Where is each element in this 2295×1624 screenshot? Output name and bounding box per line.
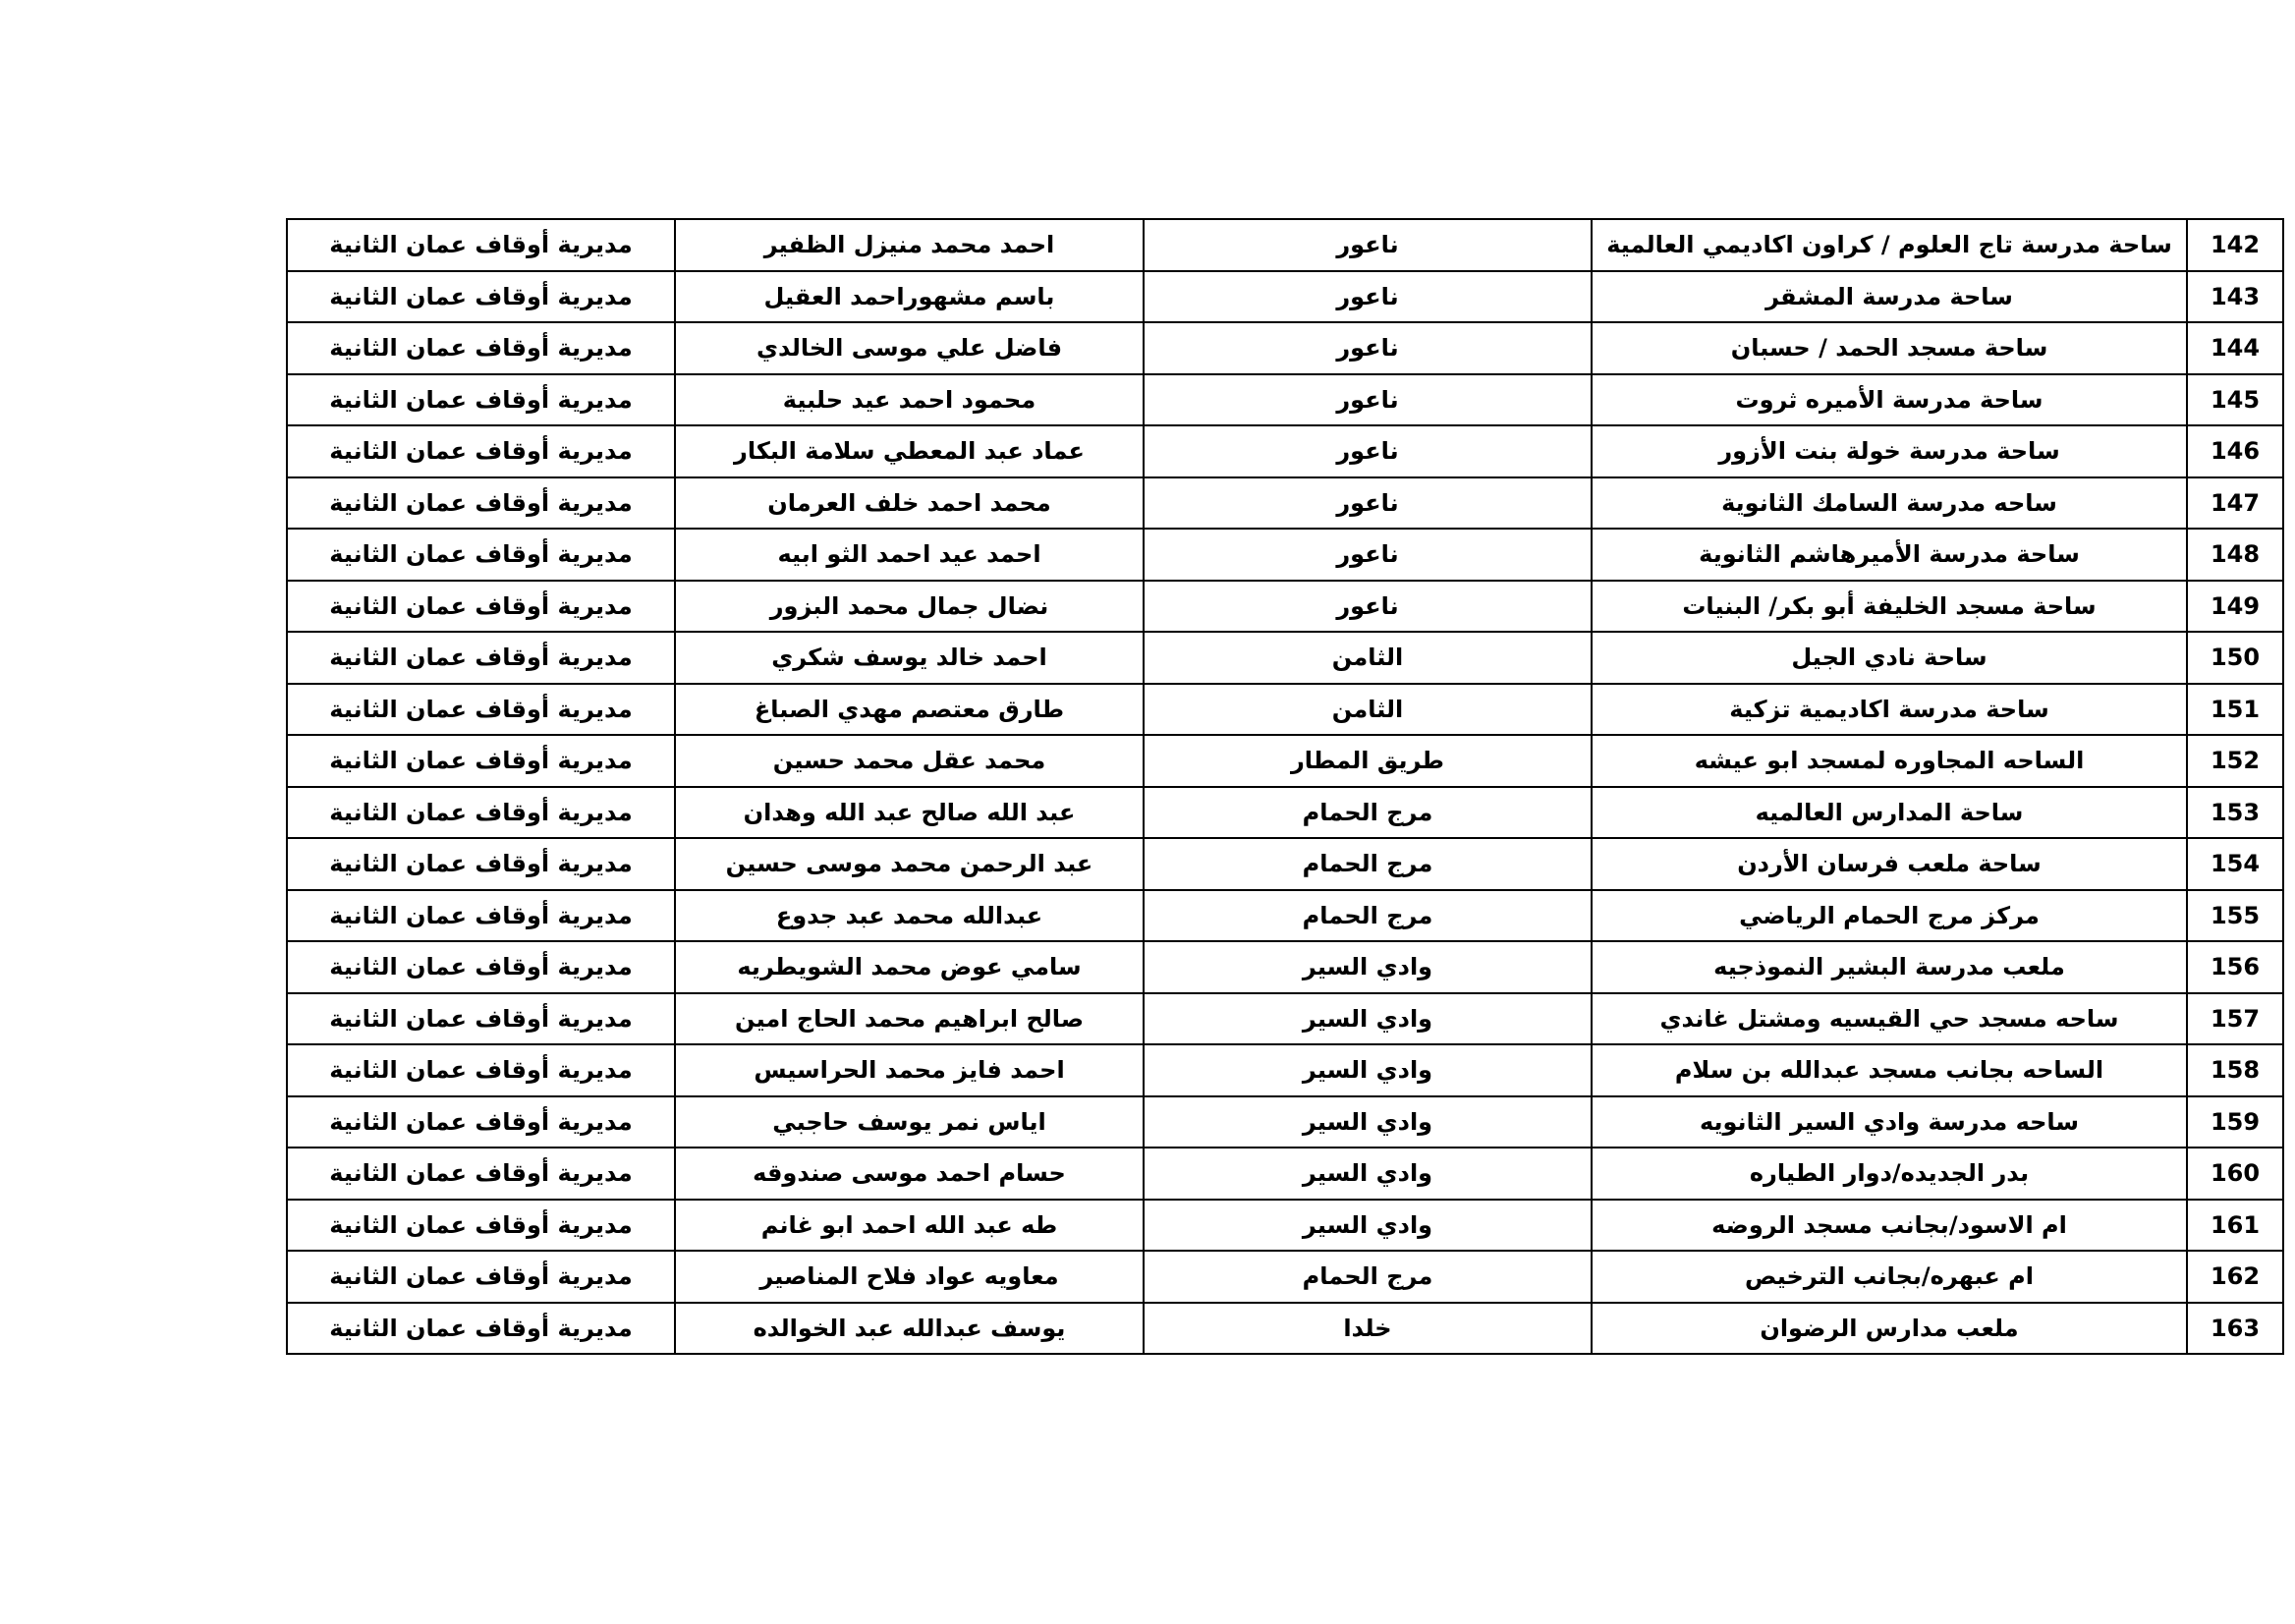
table-row bbox=[287, 271, 2283, 323]
area-cell: وادي السير bbox=[1144, 1200, 1592, 1252]
row-number-cell: 159 bbox=[2187, 1096, 2283, 1148]
table-row bbox=[287, 477, 2283, 530]
location-cell: ساحة ملعب فرسان الأردن bbox=[1592, 838, 2187, 890]
location-cell: ملعب مدرسة البشير النموذجيه bbox=[1592, 941, 2187, 993]
directorate-cell: مديرية أوقاف عمان الثانية bbox=[287, 219, 675, 271]
person-name-cell: طارق معتصم مهدي الصباغ bbox=[675, 684, 1144, 736]
table-row bbox=[287, 632, 2283, 684]
directorate-cell: مديرية أوقاف عمان الثانية bbox=[287, 1096, 675, 1148]
area-cell: ناعور bbox=[1144, 425, 1592, 477]
person-name-cell: معاويه عواد فلاح المناصير bbox=[675, 1251, 1144, 1303]
row-number-cell: 162 bbox=[2187, 1251, 2283, 1303]
location-cell: ام عبهره/بجانب الترخيص bbox=[1592, 1251, 2187, 1303]
person-name-cell: عماد عبد المعطي سلامة البكار bbox=[675, 425, 1144, 477]
area-cell: الثامن bbox=[1144, 632, 1592, 684]
person-name-cell: فاضل علي موسى الخالدي bbox=[675, 322, 1144, 374]
area-cell: وادي السير bbox=[1144, 1044, 1592, 1096]
location-cell: ساحة المدارس العالميه bbox=[1592, 787, 2187, 839]
area-cell: ناعور bbox=[1144, 374, 1592, 426]
row-number-cell: 152 bbox=[2187, 735, 2283, 787]
table-row bbox=[287, 374, 2283, 426]
table-row bbox=[287, 322, 2283, 374]
location-cell: ساحة مدرسة اكاديمية تزكية bbox=[1592, 684, 2187, 736]
person-name-cell: طه عبد الله احمد ابو غانم bbox=[675, 1200, 1144, 1252]
row-number-cell: 155 bbox=[2187, 890, 2283, 942]
table-row bbox=[287, 838, 2283, 890]
table-row bbox=[287, 1148, 2283, 1200]
location-cell: بدر الجديده/دوار الطياره bbox=[1592, 1148, 2187, 1200]
row-number-cell: 147 bbox=[2187, 477, 2283, 530]
location-cell: مركز مرج الحمام الرياضي bbox=[1592, 890, 2187, 942]
area-cell: وادي السير bbox=[1144, 1148, 1592, 1200]
table-row bbox=[287, 890, 2283, 942]
row-number-cell: 153 bbox=[2187, 787, 2283, 839]
person-name-cell: اياس نمر يوسف حاجبي bbox=[675, 1096, 1144, 1148]
area-cell: مرج الحمام bbox=[1144, 838, 1592, 890]
directorate-cell: مديرية أوقاف عمان الثانية bbox=[287, 1044, 675, 1096]
row-number-cell: 160 bbox=[2187, 1148, 2283, 1200]
table-row bbox=[287, 1200, 2283, 1252]
person-name-cell: محمد عقل محمد حسين bbox=[675, 735, 1144, 787]
location-cell: ام الاسود/بجانب مسجد الروضه bbox=[1592, 1200, 2187, 1252]
location-cell: ساحة مسجد الخليفة أبو بكر/ البنيات bbox=[1592, 581, 2187, 633]
location-cell: ساحة مدرسة الأميرهاشم الثانوية bbox=[1592, 529, 2187, 581]
location-cell: ساحه مدرسة السامك الثانوية bbox=[1592, 477, 2187, 530]
row-number-cell: 148 bbox=[2187, 529, 2283, 581]
row-number-cell: 143 bbox=[2187, 271, 2283, 323]
area-cell: ناعور bbox=[1144, 477, 1592, 530]
person-name-cell: محمود احمد عيد حلبية bbox=[675, 374, 1144, 426]
area-cell: ناعور bbox=[1144, 271, 1592, 323]
area-cell: ناعور bbox=[1144, 581, 1592, 633]
area-cell: مرج الحمام bbox=[1144, 890, 1592, 942]
directorate-cell: مديرية أوقاف عمان الثانية bbox=[287, 632, 675, 684]
location-cell: ساحة مدرسة تاج العلوم / كراون اكاديمي العالمية bbox=[1592, 219, 2187, 271]
person-name-cell: باسم مشهوراحمد العقيل bbox=[675, 271, 1144, 323]
row-number-cell: 142 bbox=[2187, 219, 2283, 271]
row-number-cell: 154 bbox=[2187, 838, 2283, 890]
person-name-cell: نضال جمال محمد البزور bbox=[675, 581, 1144, 633]
row-number-cell: 144 bbox=[2187, 322, 2283, 374]
row-number-cell: 145 bbox=[2187, 374, 2283, 426]
location-cell: ساحة مدرسة الأميره ثروت bbox=[1592, 374, 2187, 426]
row-number-cell: 151 bbox=[2187, 684, 2283, 736]
person-name-cell: صالح ابراهيم محمد الحاج امين bbox=[675, 993, 1144, 1045]
table-row bbox=[287, 425, 2283, 477]
area-cell: مرج الحمام bbox=[1144, 1251, 1592, 1303]
table-row bbox=[287, 941, 2283, 993]
person-name-cell: احمد عيد احمد الثو ابيه bbox=[675, 529, 1144, 581]
area-cell: ناعور bbox=[1144, 529, 1592, 581]
directorate-cell: مديرية أوقاف عمان الثانية bbox=[287, 838, 675, 890]
location-cell: ساحه مدرسة وادي السير الثانويه bbox=[1592, 1096, 2187, 1148]
area-cell: وادي السير bbox=[1144, 993, 1592, 1045]
row-number-cell: 149 bbox=[2187, 581, 2283, 633]
area-cell: مرج الحمام bbox=[1144, 787, 1592, 839]
area-cell: طريق المطار bbox=[1144, 735, 1592, 787]
directorate-cell: مديرية أوقاف عمان الثانية bbox=[287, 1303, 675, 1355]
directorate-cell: مديرية أوقاف عمان الثانية bbox=[287, 374, 675, 426]
location-cell: ساحة نادي الجيل bbox=[1592, 632, 2187, 684]
person-name-cell: احمد خالد يوسف شكري bbox=[675, 632, 1144, 684]
directorate-cell: مديرية أوقاف عمان الثانية bbox=[287, 787, 675, 839]
directorate-cell: مديرية أوقاف عمان الثانية bbox=[287, 322, 675, 374]
directorate-cell: مديرية أوقاف عمان الثانية bbox=[287, 581, 675, 633]
table-row bbox=[287, 684, 2283, 736]
person-name-cell: محمد احمد خلف العرمان bbox=[675, 477, 1144, 530]
table-row bbox=[287, 581, 2283, 633]
data-table bbox=[286, 218, 2284, 1355]
row-number-cell: 163 bbox=[2187, 1303, 2283, 1355]
area-cell: الثامن bbox=[1144, 684, 1592, 736]
row-number-cell: 158 bbox=[2187, 1044, 2283, 1096]
table-row bbox=[287, 529, 2283, 581]
person-name-cell: احمد فايز محمد الحراسيس bbox=[675, 1044, 1144, 1096]
area-cell: خلدا bbox=[1144, 1303, 1592, 1355]
table-body bbox=[287, 219, 2283, 1354]
table-row bbox=[287, 1044, 2283, 1096]
directorate-cell: مديرية أوقاف عمان الثانية bbox=[287, 425, 675, 477]
directorate-cell: مديرية أوقاف عمان الثانية bbox=[287, 1148, 675, 1200]
directorate-cell: مديرية أوقاف عمان الثانية bbox=[287, 271, 675, 323]
row-number-cell: 157 bbox=[2187, 993, 2283, 1045]
row-number-cell: 156 bbox=[2187, 941, 2283, 993]
area-cell: ناعور bbox=[1144, 219, 1592, 271]
directorate-cell: مديرية أوقاف عمان الثانية bbox=[287, 1251, 675, 1303]
person-name-cell: عبد الرحمن محمد موسى حسين bbox=[675, 838, 1144, 890]
table-row bbox=[287, 219, 2283, 271]
person-name-cell: عبدالله محمد عبد جدوع bbox=[675, 890, 1144, 942]
location-cell: الساحه المجاوره لمسجد ابو عيشه bbox=[1592, 735, 2187, 787]
row-number-cell: 146 bbox=[2187, 425, 2283, 477]
location-cell: ساحة مدرسة خولة بنت الأزور bbox=[1592, 425, 2187, 477]
directorate-cell: مديرية أوقاف عمان الثانية bbox=[287, 941, 675, 993]
person-name-cell: يوسف عبدالله عبد الخوالده bbox=[675, 1303, 1144, 1355]
directorate-cell: مديرية أوقاف عمان الثانية bbox=[287, 684, 675, 736]
directorate-cell: مديرية أوقاف عمان الثانية bbox=[287, 890, 675, 942]
location-cell: ملعب مدارس الرضوان bbox=[1592, 1303, 2187, 1355]
area-cell: وادي السير bbox=[1144, 941, 1592, 993]
location-cell: الساحه بجانب مسجد عبدالله بن سلام bbox=[1592, 1044, 2187, 1096]
area-cell: وادي السير bbox=[1144, 1096, 1592, 1148]
person-name-cell: احمد محمد منيزل الظفير bbox=[675, 219, 1144, 271]
row-number-cell: 150 bbox=[2187, 632, 2283, 684]
directorate-cell: مديرية أوقاف عمان الثانية bbox=[287, 1200, 675, 1252]
table-row bbox=[287, 1251, 2283, 1303]
directorate-cell: مديرية أوقاف عمان الثانية bbox=[287, 529, 675, 581]
person-name-cell: عبد الله صالح عبد الله وهدان bbox=[675, 787, 1144, 839]
location-cell: ساحة مسجد الحمد / حسبان bbox=[1592, 322, 2187, 374]
directorate-cell: مديرية أوقاف عمان الثانية bbox=[287, 735, 675, 787]
table-row bbox=[287, 787, 2283, 839]
directorate-cell: مديرية أوقاف عمان الثانية bbox=[287, 477, 675, 530]
table-row bbox=[287, 1303, 2283, 1355]
table-row bbox=[287, 1096, 2283, 1148]
location-cell: ساحة مدرسة المشقر bbox=[1592, 271, 2187, 323]
area-cell: ناعور bbox=[1144, 322, 1592, 374]
directorate-cell: مديرية أوقاف عمان الثانية bbox=[287, 993, 675, 1045]
table-row bbox=[287, 993, 2283, 1045]
person-name-cell: سامي عوض محمد الشويطريه bbox=[675, 941, 1144, 993]
person-name-cell: حسام احمد موسى صندوقه bbox=[675, 1148, 1144, 1200]
row-number-cell: 161 bbox=[2187, 1200, 2283, 1252]
table-row bbox=[287, 735, 2283, 787]
location-cell: ساحه مسجد حي القيسيه ومشتل غاندي bbox=[1592, 993, 2187, 1045]
